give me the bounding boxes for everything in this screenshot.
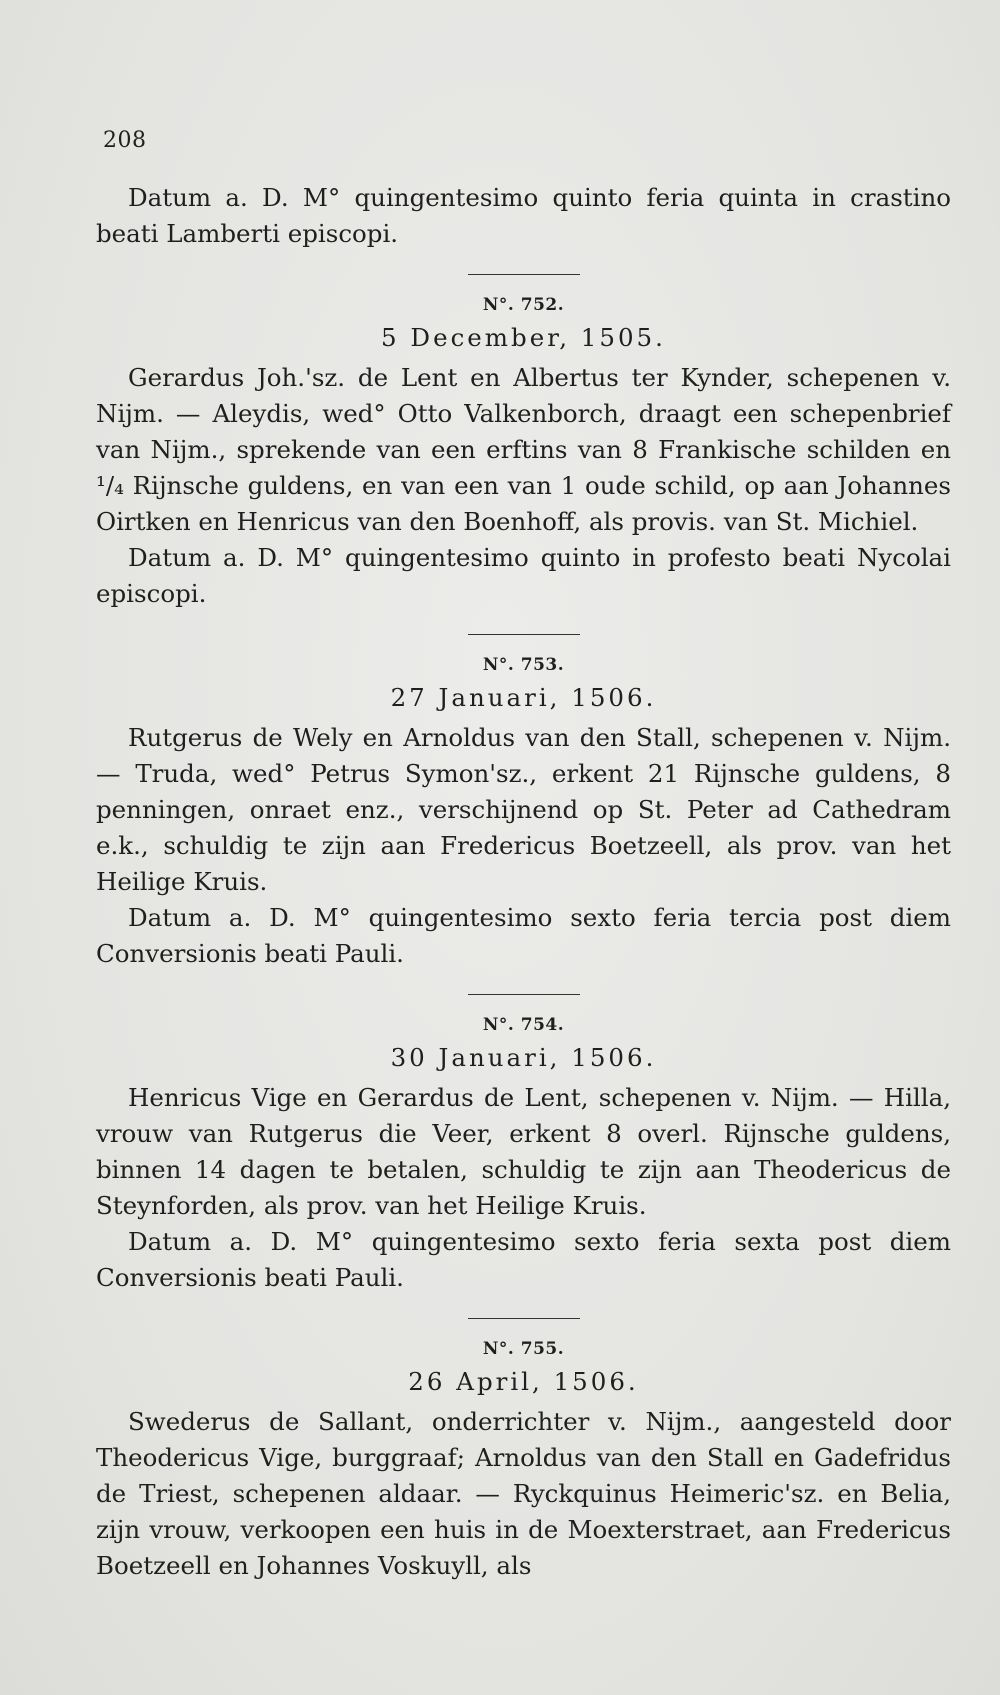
charter-entry-752 <box>96 295 951 612</box>
entry-number: N°. 753. <box>482 655 565 675</box>
section-divider <box>468 274 580 275</box>
entry-date: 27 Januari, 1506. <box>390 683 657 712</box>
entry-datum: Datum a. D. M° quingentesimo quinto in profesto beati Nycolai episcopi. <box>96 543 951 608</box>
entry-date: 5 December, 1505. <box>381 323 666 352</box>
entry-text: Swederus de Sallant, onderrichter v. Nijm., aangesteld door Theodericus Vige, burggraaf; Arnoldus van den Stall en Gadefridus de Triest, schepenen aldaar. — Ryckquinus Heimeric'sz. en Belia, zijn vrouw, verkoopen een huis in de Moexterstraet, aan Fredericus Boetzeell en Johannes Voskuyll, als <box>96 1407 951 1580</box>
section-divider <box>468 634 580 635</box>
entry-number: N°. 752. <box>482 295 565 315</box>
entry-number: N°. 754. <box>482 1015 565 1035</box>
section-divider <box>468 1318 580 1319</box>
entry-text: Rutgerus de Wely en Arnoldus van den Stall, schepenen v. Nijm. — Truda, wed° Petrus Symon'sz., erkent 21 Rijnsche guldens, 8 penningen, onraet enz., verschijnend op St. Peter ad Cathedram e.k., schuldig te zijn aan Fredericus Boetzeell, als prov. van het Heilige Kruis. <box>96 723 951 896</box>
page-number: 208 <box>103 128 147 153</box>
charter-entry-755 <box>96 1339 951 1584</box>
entry-date: 26 April, 1506. <box>408 1367 639 1396</box>
entry-date: 30 Januari, 1506. <box>390 1043 657 1072</box>
entry-datum: Datum a. D. M° quingentesimo sexto feria tercia post diem Conversionis beati Pauli. <box>96 903 951 968</box>
entry-text: Gerardus Joh.'sz. de Lent en Albertus ter Kynder, schepenen v. Nijm. — Aleydis, wed° Otto Valkenborch, draagt een schepenbrief van Nijm., sprekende van een erftins van 8 Frankische schilden en ¹/₄ Rijnsche guldens, en van een van 1 oude schild, op aan Johannes Oirtken en Henricus van den Boenhoff, als provis. van St. Michiel. <box>96 363 951 536</box>
previous-entry-datum: Datum a. D. M° quingentesimo quinto feria quinta in crastino beati Lamberti episcopi. <box>96 183 951 248</box>
entry-text: Henricus Vige en Gerardus de Lent, schepenen v. Nijm. — Hilla, vrouw van Rutgerus die Veer, erkent 8 overl. Rijnsche guldens, binnen 14 dagen te betalen, schuldig te zijn aan Theodericus de Steynforden, als prov. van het Heilige Kruis. <box>96 1083 951 1220</box>
section-divider <box>468 994 580 995</box>
entry-number: N°. 755. <box>482 1339 565 1359</box>
text-column <box>96 180 951 1584</box>
charter-entry-753 <box>96 655 951 972</box>
charter-entry-754 <box>96 1015 951 1296</box>
entry-datum: Datum a. D. M° quingentesimo sexto feria sexta post diem Conversionis beati Pauli. <box>96 1227 951 1292</box>
